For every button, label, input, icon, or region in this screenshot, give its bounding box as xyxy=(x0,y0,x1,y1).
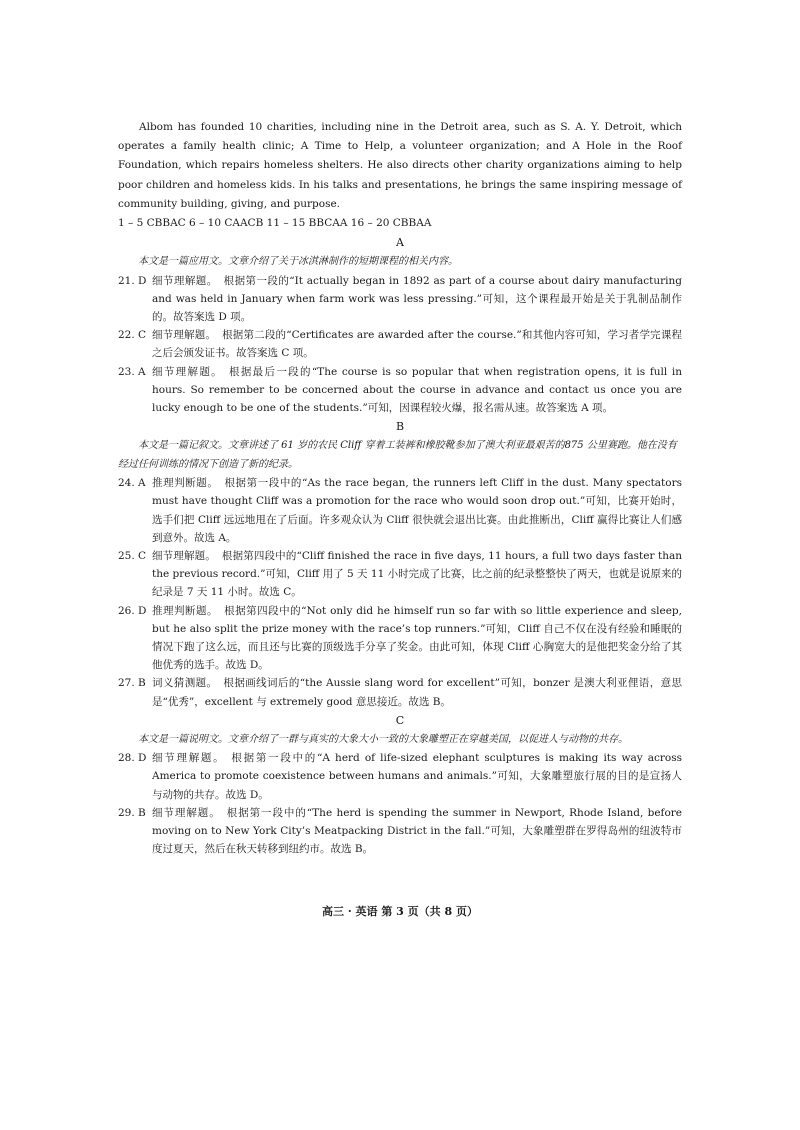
question-item xyxy=(118,547,682,602)
section-letter: B xyxy=(395,420,405,434)
question-type: 细节理解题。 xyxy=(152,365,223,378)
question-type: 细节理解题。 xyxy=(152,549,216,562)
question-explanation: 根据最后一段的“The course is so popular that when registration opens, it is full in hours. So remember to be concerned about the course in advance and contact us once you are lucky enough to be one of the students.”可知，因课程较火爆，报名需从速。故答案选 A 项。 xyxy=(152,365,683,414)
question-type: 推理判断题。 xyxy=(152,477,219,490)
section-intro: 本文是一篇说明文。文章介绍了一群与真实的大象大小一致的大象雕塑正在穿越美国，以促进人与动物的共存。 xyxy=(138,733,628,745)
question-number: 26. D xyxy=(118,604,147,617)
question-type: 细节理解题。 xyxy=(152,274,218,287)
answer-key: 1 – 5 CBBAC 6 – 10 CAACB 11 – 15 BBCAA 16 – 20 CBBAA xyxy=(118,217,432,230)
question-number: 22. C xyxy=(118,329,147,342)
question-item xyxy=(118,326,682,362)
question-explanation: 根据画线词后的“the Aussie slang word for excellent”可知，bonzer 是澳大利亚俚语，意思是“优秀”，excellent 与 extremely good 意思接近。故选 B。 xyxy=(152,677,683,708)
question-explanation: 根据第四段中的“Cliff finished the race in five days, 11 hours, a full two days faster than the previous record.”可知，Cliff 用了 5 天 11 小时完成了比赛，比之前的纪录整整快了两天，也就是说原来的纪录是 7 天 11 小时。故选 C。 xyxy=(152,549,682,599)
section-letter: A xyxy=(396,236,404,250)
question-type: 细节理解题。 xyxy=(152,806,221,819)
question-number: 28. D xyxy=(118,752,147,765)
question-explanation: 根据第一段中的“As the race began, the runners left Cliff in the dust. Many spectators must have thought Cliff was a promotion for the race who would soon drop out.”可知，比赛开始时，选手们把 Cliff 远远地甩在了后面。许多观众认为 Cliff 很快就会退出比赛。由此推断出，Cliff 赢得比赛让人们感到意外。故选 A。 xyxy=(152,477,683,544)
question-type: 推理判断题。 xyxy=(152,604,219,617)
question-explanation: 根据第二段的“Certificates are awarded after the course.”和其他内容可知，学习者学完课程之后会颁发证书。故答案选 C 项。 xyxy=(152,329,682,360)
question-type: 细节理解题。 xyxy=(152,329,217,342)
question-number: 27. B xyxy=(118,677,146,690)
question-item xyxy=(118,474,682,547)
question-item xyxy=(118,363,682,418)
question-item xyxy=(118,749,682,804)
question-explanation: 根据第一段中的“The herd is spending the summer in Newport, Rhode Island, before moving on to New York City’s Meatpacking District in the fall.”可知，大象雕塑群在罗得岛州的纽波特市度过夏天，然后在秋天转移到纽约市。故选 B。 xyxy=(152,806,682,856)
question-explanation: 根据第四段中的“Not only did he himself run so far with so little experience and sleep, but he also split the prize money with the race’s top runners.”可知，Cliff 自己不仅在没有经验和睡眠的情况下跑了这么远，而且还与比赛的顶级选手分享了奖金。由此可知，体现 Cliff 心胸宽大的是他把奖金分给了其他优秀的选手。故选 D。 xyxy=(152,604,682,672)
question-type: 细节理解题。 xyxy=(152,752,226,765)
question-type: 词义猜测题。 xyxy=(152,677,218,690)
question-number: 24. A xyxy=(118,477,146,490)
question-explanation: 根据第一段中的“A herd of life-sized elephant sculptures is making its way across America to promote coexistence between humans and animals.”可知，大象雕塑旅行展的目的是宣扬人与动物的共存。故选 D。 xyxy=(152,752,682,801)
question-number: 21. D xyxy=(118,274,147,287)
intro-paragraph: Albom has founded 10 charities, including nine in the Detroit area, such as S. A. Y. Detroit, which operates a family health clinic; A Time to Help, a volunteer organization; and A Hole in the Roof Foundation, which repairs homeless shelters. He also directs other charity organizations aiming to help poor children and homeless kids. In his talks and presentations, he brings the same inspiring message of community building, giving, and purpose. xyxy=(118,121,682,210)
question-item xyxy=(118,804,682,859)
section-intro: 本文是一篇记叙文。文章讲述了 61 岁的农民 Cliff 穿着工装裤和橡胶靴参加了澳大利亚最艰苦的875 公里赛跑。他在没有经过任何训练的情况下创造了新的纪录。 xyxy=(118,440,677,470)
section-intro: 本文是一篇应用文。文章介绍了关于冰淇淋制作的短期课程的相关内容。 xyxy=(138,256,458,268)
section-a xyxy=(118,234,682,417)
question-number: 29. B xyxy=(118,806,146,819)
question-number: 23. A xyxy=(118,365,146,378)
question-item xyxy=(118,272,682,327)
section-b xyxy=(118,418,682,711)
section-letter: C xyxy=(395,713,405,727)
question-number: 25. C xyxy=(118,549,147,562)
question-item xyxy=(118,674,682,710)
question-item xyxy=(118,602,682,675)
page-footer: 高三 · 英语 第 3 页（共 8 页） xyxy=(322,905,478,918)
section-c xyxy=(118,712,682,859)
question-explanation: 根据第一段的“It actually began in 1892 as part of a course about dairy manufacturing and was held in January when farm work was less pressing.”可知，这个课程最开始是关于乳制品制作的。故答案选 D 项。 xyxy=(152,274,682,323)
